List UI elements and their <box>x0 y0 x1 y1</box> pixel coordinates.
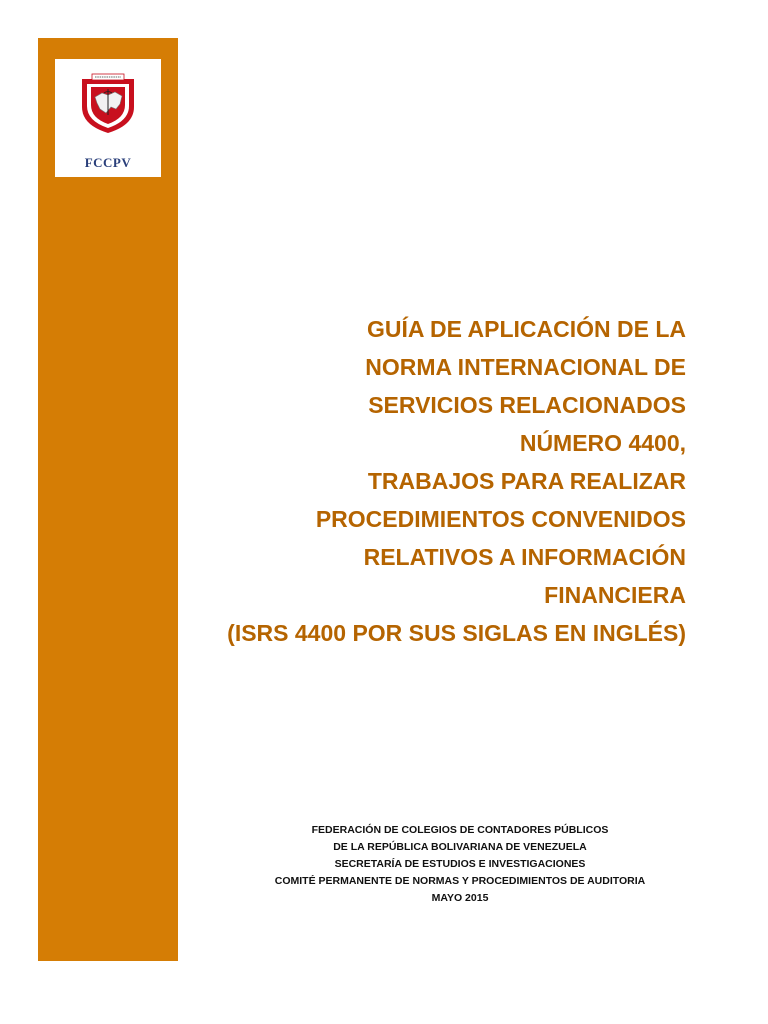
title-line: GUÍA DE APLICACIÓN DE LA <box>366 316 686 342</box>
publication-date: MAYO 2015 <box>431 892 489 904</box>
title-line: SERVICIOS RELACIONADOS <box>368 392 686 418</box>
publisher-line: DE LA REPÚBLICA BOLIVARIANA DE VENEZUELA <box>333 841 587 853</box>
title-line: FINANCIERA <box>544 582 686 608</box>
logo-acronym: FCCPV <box>84 155 132 170</box>
title-line: PROCEDIMIENTOS CONVENIDOS <box>315 506 686 532</box>
logo-box <box>55 59 161 177</box>
publisher-line: FEDERACIÓN DE COLEGIOS DE CONTADORES PÚBLICOS <box>311 824 609 836</box>
title-line: (ISRS 4400 POR SUS SIGLAS EN INGLÉS) <box>227 620 686 646</box>
fccpv-emblem-icon <box>78 73 138 135</box>
publisher-line: SECRETARÍA DE ESTUDIOS E INVESTIGACIONES <box>334 858 586 870</box>
title-line: TRABAJOS PARA REALIZAR <box>367 468 686 494</box>
title-line: NÚMERO 4400, <box>519 430 686 456</box>
document-title <box>166 310 686 652</box>
title-line: NORMA INTERNACIONAL DE <box>365 354 686 380</box>
publisher-info <box>230 822 690 907</box>
publisher-line: COMITÉ PERMANENTE DE NORMAS Y PROCEDIMIENTOS DE AUDITORIA <box>274 875 646 887</box>
title-line: RELATIVOS A INFORMACIÓN <box>363 544 686 570</box>
